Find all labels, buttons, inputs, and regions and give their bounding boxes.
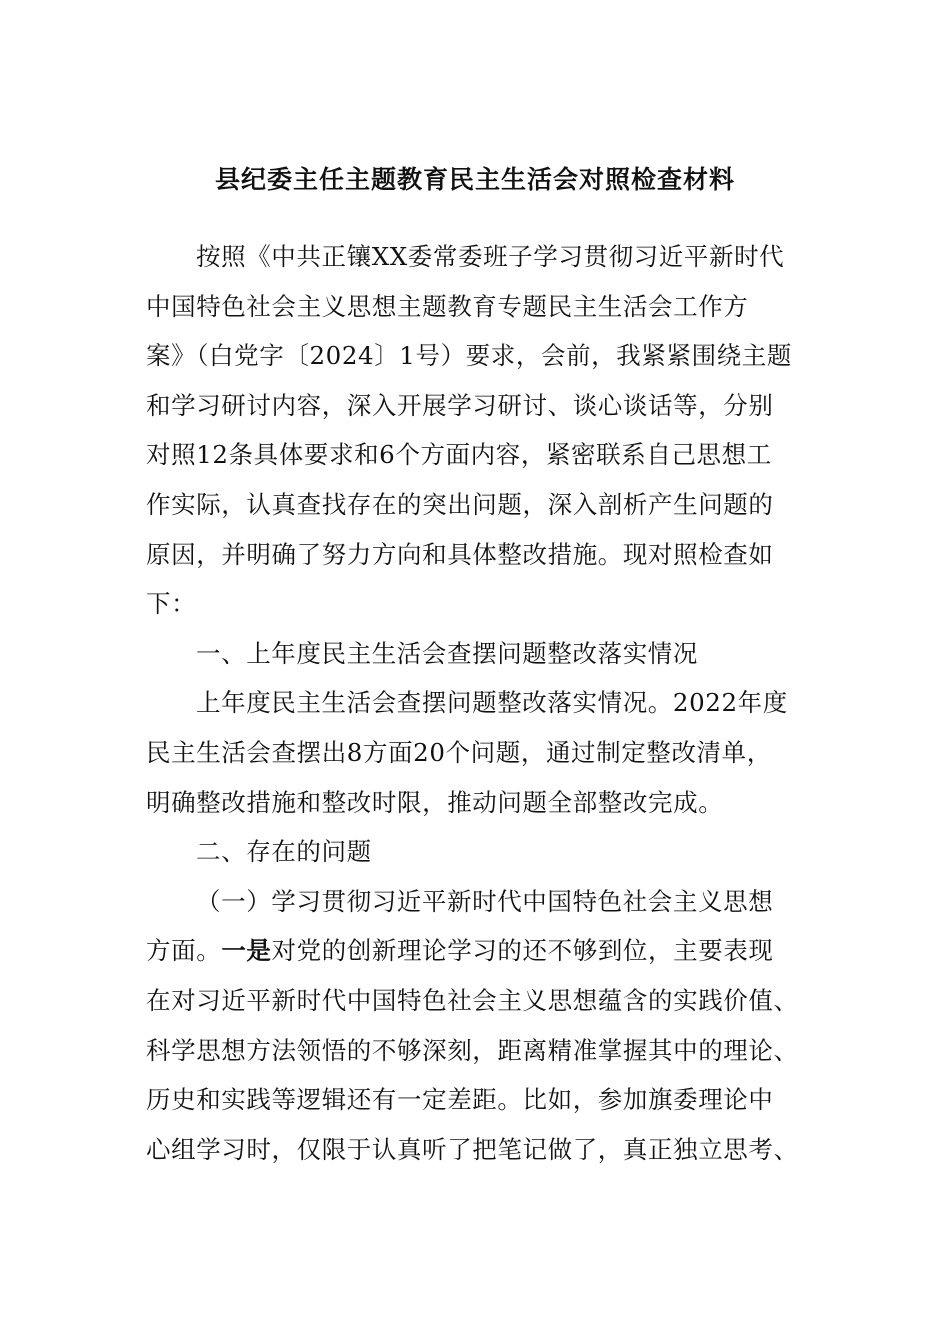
section-heading: 二、存在的问题 xyxy=(196,837,372,867)
document-title: 县纪委主任主题教育民主生活会对照检查材料 xyxy=(214,165,735,194)
bold-emphasis: 一是 xyxy=(221,936,272,966)
section-heading: 一、上年度民主生活会查摆问题整改落实情况 xyxy=(196,638,698,668)
paragraph-line: 中国特色社会主义思想主题教育专题民主生活会工作方 xyxy=(146,291,749,321)
paragraph-line: 和学习研讨内容，深入开展学习研讨、谈心谈话等，分别 xyxy=(146,390,774,420)
paragraph-line: 明确整改措施和整改时限，推动问题全部整改完成。 xyxy=(146,787,724,817)
paragraph-line: 历史和实践等逻辑还有一定差距。比如，参加旗委理论中 xyxy=(146,1085,774,1115)
paragraph-line: 原因，并明确了努力方向和具体整改措施。现对照检查如 xyxy=(146,539,774,569)
document-body xyxy=(146,232,806,1174)
paragraph-line: 心组学习时，仅限于认真听了把笔记做了，真正独立思考、 xyxy=(146,1134,799,1164)
paragraph-text: 对党的创新理论学习的还不够到位，主要表现 xyxy=(271,936,774,966)
paragraph-line: 上年度民主生活会查摆问题整改落实情况。2022年度 xyxy=(196,688,788,718)
paragraph-line: 按照《中共正镶XX委常委班子学习贯彻习近平新时代 xyxy=(196,242,785,271)
paragraph-text: 方面。 xyxy=(146,936,222,966)
paragraph-line: 科学思想方法领悟的不够深刻，距离精准掌握其中的理论、 xyxy=(146,1035,799,1065)
paragraph-line: 在对习近平新时代中国特色社会主义思想蕴含的实践价值、 xyxy=(146,985,799,1015)
subsection-heading: （一）学习贯彻习近平新时代中国特色社会主义思想 xyxy=(196,886,774,916)
paragraph-line xyxy=(146,926,806,976)
paragraph-line: 下： xyxy=(146,589,197,619)
paragraph-line: 案》（白党字〔2024〕1号）要求，会前，我紧紧围绕主题 xyxy=(146,341,792,371)
paragraph-line: 作实际，认真查找存在的突出问题，深入剖析产生问题的 xyxy=(146,489,774,519)
paragraph-line: 对照12条具体要求和6个方面内容，紧密联系自己思想工 xyxy=(146,440,772,470)
paragraph-line: 民主生活会查摆出8方面20个问题，通过制定整改清单， xyxy=(146,737,772,767)
